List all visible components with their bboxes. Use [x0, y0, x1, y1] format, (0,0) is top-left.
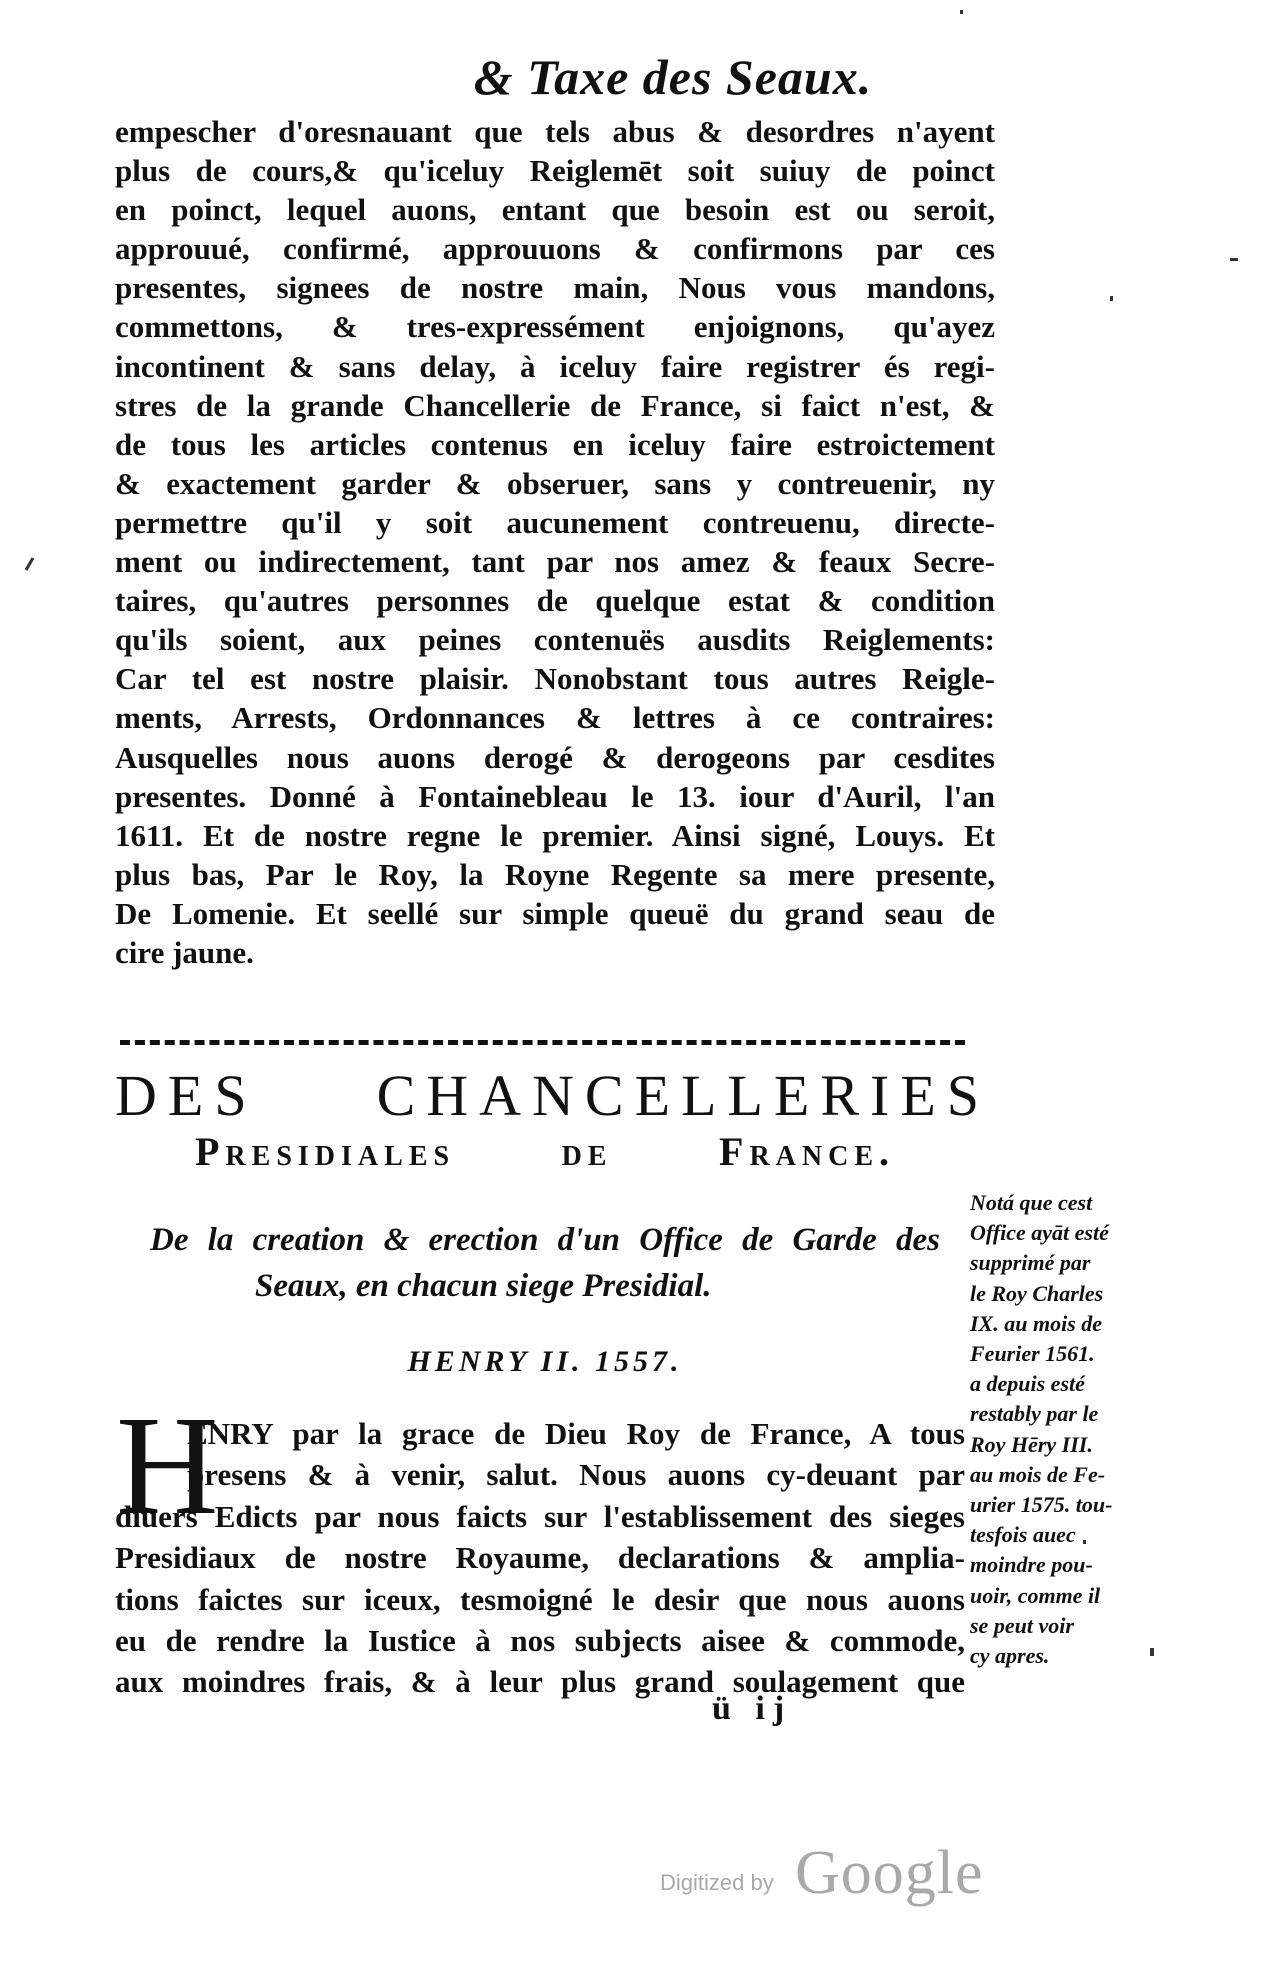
text-line: stres de la grande Chancellerie de France, si faict n'est, &	[115, 387, 995, 423]
scan-speck	[1110, 296, 1113, 301]
chapter-heading-line: Seaux, en chacun siege Presidial.	[255, 1268, 712, 1304]
margin-note-line: Feurier 1561.	[970, 1341, 1095, 1367]
text-line: Ausquelles nous auons derogé & derogeons par cesdites	[115, 739, 995, 775]
margin-note-line: urier 1575. tou-	[970, 1492, 1113, 1518]
text-line: plus de cours,& qu'iceluy Reiglemēt soit suiuy de poinct	[115, 153, 995, 189]
text-line: empescher d'oresnauant que tels abus & desordres n'ayent	[115, 114, 995, 149]
margin-note-line: au mois de Fe-	[970, 1461, 1106, 1487]
margin-note-line: a depuis esté	[970, 1371, 1085, 1397]
text-line: qu'ils soient, aux peines contenuës ausdits Reiglements:	[115, 622, 995, 658]
text-line: ments, Arrests, Ordonnances & lettres à ce contraires:	[115, 700, 995, 736]
scan-speck	[960, 10, 963, 14]
margin-note-line: Office ayāt esté	[970, 1220, 1109, 1246]
margin-note-line: Roy Hēry III.	[970, 1431, 1093, 1457]
text-line: Presidiaux de nostre Royaume, declarations & amplia-	[115, 1540, 965, 1576]
watermark-small-text: Digitized by	[660, 1870, 774, 1895]
scan-speck	[25, 557, 35, 571]
text-line: presens & à venir, salut. Nous auons cy-deuant par	[187, 1457, 965, 1493]
king-and-year: HENRY II. 1557.	[407, 1345, 683, 1378]
section-divider	[120, 1040, 965, 1045]
running-head	[0, 48, 1276, 106]
margin-note-line: se peut voir	[970, 1612, 1074, 1638]
text-line: ENRY par la grace de Dieu Roy de France, A tous	[187, 1416, 965, 1451]
running-head-text: & Taxe des Seaux.	[473, 49, 873, 105]
text-line: de tous les articles contenus en iceluy faire estroictement	[115, 426, 995, 462]
text-line: 1611. Et de nostre regne le premier. Ainsi signé, Louys. Et	[115, 817, 995, 853]
margin-note-line: moindre pou-	[970, 1552, 1093, 1578]
text-line: eu de rendre la Iustice à nos subjects aisee & commode,	[115, 1622, 965, 1658]
digitized-by-google-watermark	[660, 1838, 1000, 1908]
chapter-heading	[150, 1217, 940, 1309]
text-line: presentes, signees de nostre main, Nous vous mandons,	[115, 270, 995, 306]
text-line: tions faictes sur iceux, tesmoigné le desir que nous auons	[115, 1581, 965, 1617]
margin-note-line: IX. au mois de	[970, 1310, 1103, 1336]
signature-mark: ü ij	[712, 1690, 793, 1727]
body-text-block	[115, 112, 995, 972]
drop-cap: H	[116, 1386, 219, 1544]
text-line: diuers Edicts par nous faicts sur l'establissement des sieges	[115, 1498, 965, 1534]
text-line: cire jaune.	[115, 934, 254, 970]
text-line: approuué, confirmé, approuuons & confirmons par ces	[115, 231, 995, 267]
text-line: permettre qu'il y soit aucunement contreuenu, directe-	[115, 504, 995, 540]
text-line: en poinct, lequel auons, entant que besoin est ou seroit,	[115, 192, 995, 228]
section-title: DES CHANCELLERIES	[115, 1063, 990, 1128]
text-line: aux moindres frais, & à leur plus grand soulagement que	[115, 1664, 965, 1700]
margin-note-line: uoir, comme il	[970, 1582, 1101, 1608]
text-line: ment ou indirectement, tant par nos amez & feaux Secre-	[115, 544, 995, 580]
text-line: & exactement garder & obseruer, sans y contreuenir, ny	[115, 465, 995, 501]
text-line: incontinent & sans delay, à iceluy faire registrer és regi-	[115, 348, 995, 384]
margin-note-line: tesfois auec	[970, 1522, 1076, 1548]
text-line: taires, qu'autres personnes de quelque estat & condition	[115, 583, 995, 619]
text-line: plus bas, Par le Roy, la Royne Regente sa mere presente,	[115, 856, 995, 892]
text-line: commettons, & tres-expressément enjoignons, qu'ayez	[115, 309, 995, 345]
section-subtitle: Presidiales de France.	[195, 1129, 895, 1174]
margin-note-line: cy apres.	[970, 1643, 1050, 1669]
margin-note	[970, 1188, 1165, 1671]
margin-note-line: restably par le	[970, 1401, 1099, 1427]
text-line: presentes. Donné à Fontainebleau le 13. iour d'Auril, l'an	[115, 778, 995, 814]
chapter-heading-line: De la creation & erection d'un Office de Garde des	[150, 1222, 940, 1258]
google-logo-text: Google	[795, 1839, 984, 1907]
edict-text-block	[115, 1413, 965, 1703]
text-line: Car tel est nostre plaisir. Nonobstant tous autres Reigle-	[115, 661, 995, 697]
margin-note-line: le Roy Charles	[970, 1280, 1104, 1306]
scan-speck	[1230, 258, 1238, 261]
scan-speck	[1150, 1648, 1154, 1656]
margin-note-line: Notá que cest	[970, 1190, 1093, 1215]
scan-speck	[1083, 1540, 1086, 1544]
text-line: De Lomenie. Et seellé sur simple queuë du grand seau de	[115, 895, 995, 931]
margin-note-line: supprimé par	[970, 1250, 1091, 1276]
